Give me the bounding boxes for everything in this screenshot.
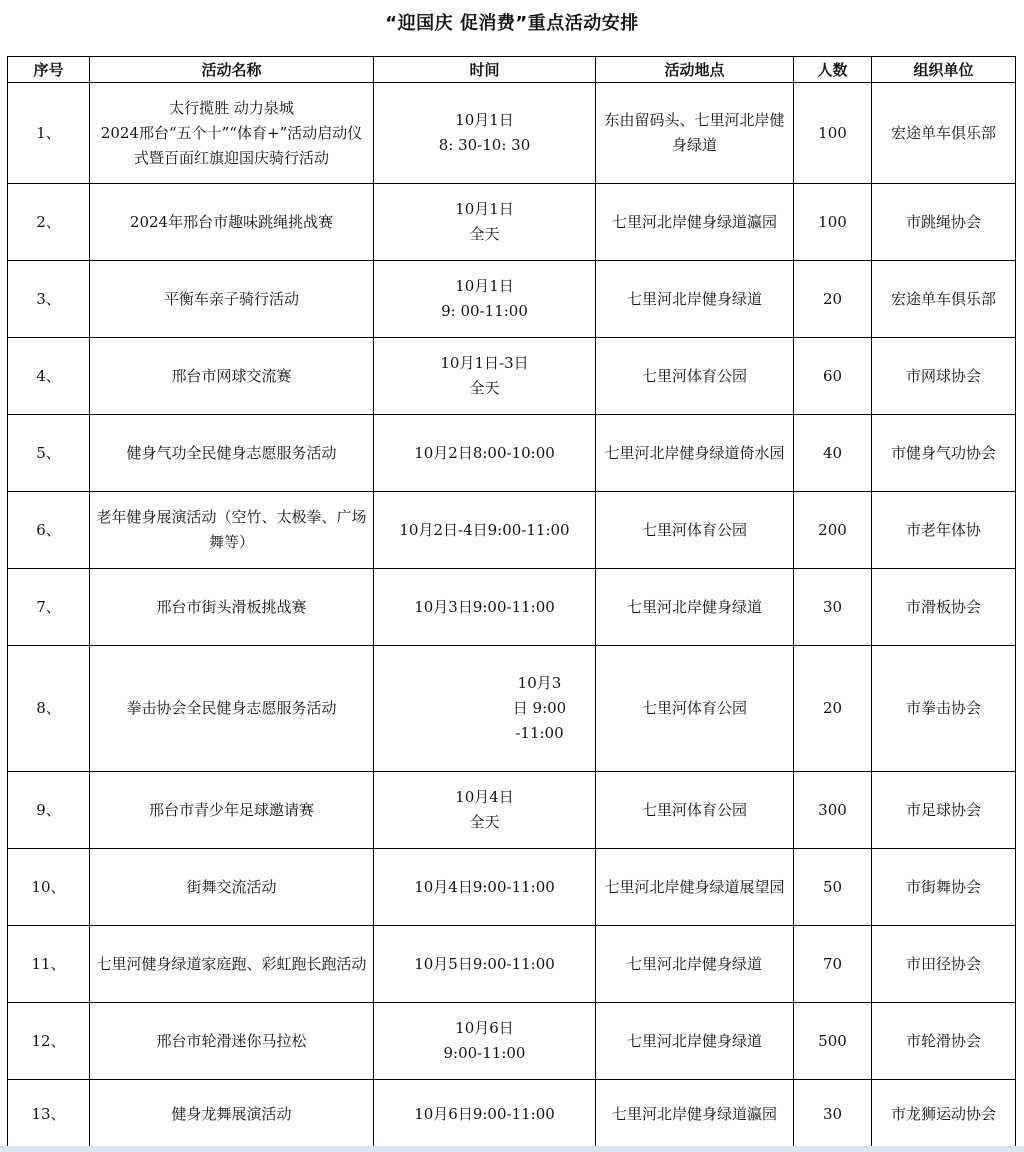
- cell-activity-name: 邢台市轮滑迷你马拉松: [90, 1003, 374, 1080]
- cell-location: 七里河北岸健身绿道: [596, 261, 794, 338]
- cell-people: 300: [794, 772, 872, 849]
- cell-time: 10月1日 9: 00-11:00: [374, 261, 596, 338]
- cell-activity-name: 健身龙舞展演活动: [90, 1080, 374, 1150]
- cell-location: 七里河北岸健身绿道展望园: [596, 849, 794, 926]
- cell-time: [374, 646, 596, 772]
- cell-time: 10月6日 9:00-11:00: [374, 1003, 596, 1080]
- cell-time: 10月2日-4日9:00-11:00: [374, 492, 596, 569]
- cell-time: 10月6日9:00-11:00: [374, 1080, 596, 1150]
- cell-activity-name: 老年健身展演活动（空竹、太极拳、广场舞等）: [90, 492, 374, 569]
- cell-index: 11、: [8, 926, 90, 1003]
- cell-people: 60: [794, 338, 872, 415]
- cell-time: 10月1日 8: 30-10: 30: [374, 83, 596, 184]
- cell-location: 七里河北岸健身绿道: [596, 1003, 794, 1080]
- table-row: [8, 492, 1016, 569]
- cell-activity-name: 邢台市街头滑板挑战赛: [90, 569, 374, 646]
- table-row: [8, 646, 1016, 772]
- table-row: [8, 338, 1016, 415]
- cell-activity-name: 健身气功全民健身志愿服务活动: [90, 415, 374, 492]
- cell-people: 70: [794, 926, 872, 1003]
- cell-index: 5、: [8, 415, 90, 492]
- cell-time: 10月2日8:00-10:00: [374, 415, 596, 492]
- cell-index: 12、: [8, 1003, 90, 1080]
- cell-people: 500: [794, 1003, 872, 1080]
- cell-index: 10、: [8, 849, 90, 926]
- cell-organizer: 市街舞协会: [872, 849, 1016, 926]
- cell-index: 7、: [8, 569, 90, 646]
- cell-index: 6、: [8, 492, 90, 569]
- header-index: 序号: [8, 57, 90, 83]
- cell-index: 1、: [8, 83, 90, 184]
- cell-index: 13、: [8, 1080, 90, 1150]
- cell-organizer: 市健身气功协会: [872, 415, 1016, 492]
- cell-location: 七里河体育公园: [596, 492, 794, 569]
- cell-people: 200: [794, 492, 872, 569]
- cell-time: 10月4日9:00-11:00: [374, 849, 596, 926]
- cell-organizer: 市网球协会: [872, 338, 1016, 415]
- cell-organizer: 市跳绳协会: [872, 184, 1016, 261]
- cell-time: 10月3日9:00-11:00: [374, 569, 596, 646]
- table-row: [8, 772, 1016, 849]
- cell-location: 七里河体育公园: [596, 772, 794, 849]
- cell-index: 9、: [8, 772, 90, 849]
- header-time: 时间: [374, 57, 596, 83]
- cell-index: 3、: [8, 261, 90, 338]
- cell-location: 七里河北岸健身绿道瀛园: [596, 1080, 794, 1150]
- cell-location: 七里河北岸健身绿道: [596, 926, 794, 1003]
- cell-organizer: 市轮滑协会: [872, 1003, 1016, 1080]
- cell-time: 10月4日 全天: [374, 772, 596, 849]
- cell-time: 10月1日 全天: [374, 184, 596, 261]
- cell-activity-name: 邢台市网球交流赛: [90, 338, 374, 415]
- cell-people: 100: [794, 83, 872, 184]
- cell-organizer: 市老年体协: [872, 492, 1016, 569]
- cell-people: 100: [794, 184, 872, 261]
- cell-location: 七里河北岸健身绿道: [596, 569, 794, 646]
- cell-people: 30: [794, 1080, 872, 1150]
- table-row: [8, 261, 1016, 338]
- cell-activity-name: 拳击协会全民健身志愿服务活动: [90, 646, 374, 772]
- cell-people: 20: [794, 261, 872, 338]
- cell-location: 七里河体育公园: [596, 338, 794, 415]
- cell-index: 4、: [8, 338, 90, 415]
- table-row: [8, 184, 1016, 261]
- cell-activity-name: 太行揽胜 动力泉城 2024邢台“五个十”“体育+”活动启动仪式暨百面红旗迎国庆骑行活动: [90, 83, 374, 184]
- cell-activity-name: 邢台市青少年足球邀请赛: [90, 772, 374, 849]
- cell-location: 七里河北岸健身绿道瀛园: [596, 184, 794, 261]
- cell-people: 40: [794, 415, 872, 492]
- cell-organizer: 市足球协会: [872, 772, 1016, 849]
- cell-activity-name: 平衡车亲子骑行活动: [90, 261, 374, 338]
- activity-schedule-table: [7, 56, 1016, 1150]
- table-row: [8, 926, 1016, 1003]
- cell-index: 8、: [8, 646, 90, 772]
- cell-activity-name: 七里河健身绿道家庭跑、彩虹跑长跑活动: [90, 926, 374, 1003]
- table-header-row: [8, 57, 1016, 83]
- table-row: [8, 849, 1016, 926]
- table-row: [8, 1080, 1016, 1150]
- cell-location: 七里河体育公园: [596, 646, 794, 772]
- table-row: [8, 1003, 1016, 1080]
- header-people: 人数: [794, 57, 872, 83]
- cell-people: 50: [794, 849, 872, 926]
- cell-organizer: 宏途单车俱乐部: [872, 261, 1016, 338]
- cell-index: 2、: [8, 184, 90, 261]
- header-activity-name: 活动名称: [90, 57, 374, 83]
- cell-time: 10月1日-3日 全天: [374, 338, 596, 415]
- cell-organizer: 宏途单车俱乐部: [872, 83, 1016, 184]
- header-location: 活动地点: [596, 57, 794, 83]
- cell-activity-name: 街舞交流活动: [90, 849, 374, 926]
- cell-time: 10月5日9:00-11:00: [374, 926, 596, 1003]
- cell-organizer: 市拳击协会: [872, 646, 1016, 772]
- cell-organizer: 市龙狮运动协会: [872, 1080, 1016, 1150]
- table-row: [8, 569, 1016, 646]
- cell-organizer: 市田径协会: [872, 926, 1016, 1003]
- page-bottom-edge: [0, 1146, 1024, 1152]
- table-row: [8, 415, 1016, 492]
- cell-location: 七里河北岸健身绿道倚水园: [596, 415, 794, 492]
- cell-location: 东由留码头、七里河北岸健身绿道: [596, 83, 794, 184]
- cell-activity-name: 2024年邢台市趣味跳绳挑战赛: [90, 184, 374, 261]
- document-title: “迎国庆 促消费”重点活动安排: [385, 13, 639, 34]
- cell-people: 20: [794, 646, 872, 772]
- cell-time-text: 10月3日 9:00-11:00: [512, 674, 567, 742]
- cell-people: 30: [794, 569, 872, 646]
- table-row: [8, 83, 1016, 184]
- cell-organizer: 市滑板协会: [872, 569, 1016, 646]
- header-organizer: 组织单位: [872, 57, 1016, 83]
